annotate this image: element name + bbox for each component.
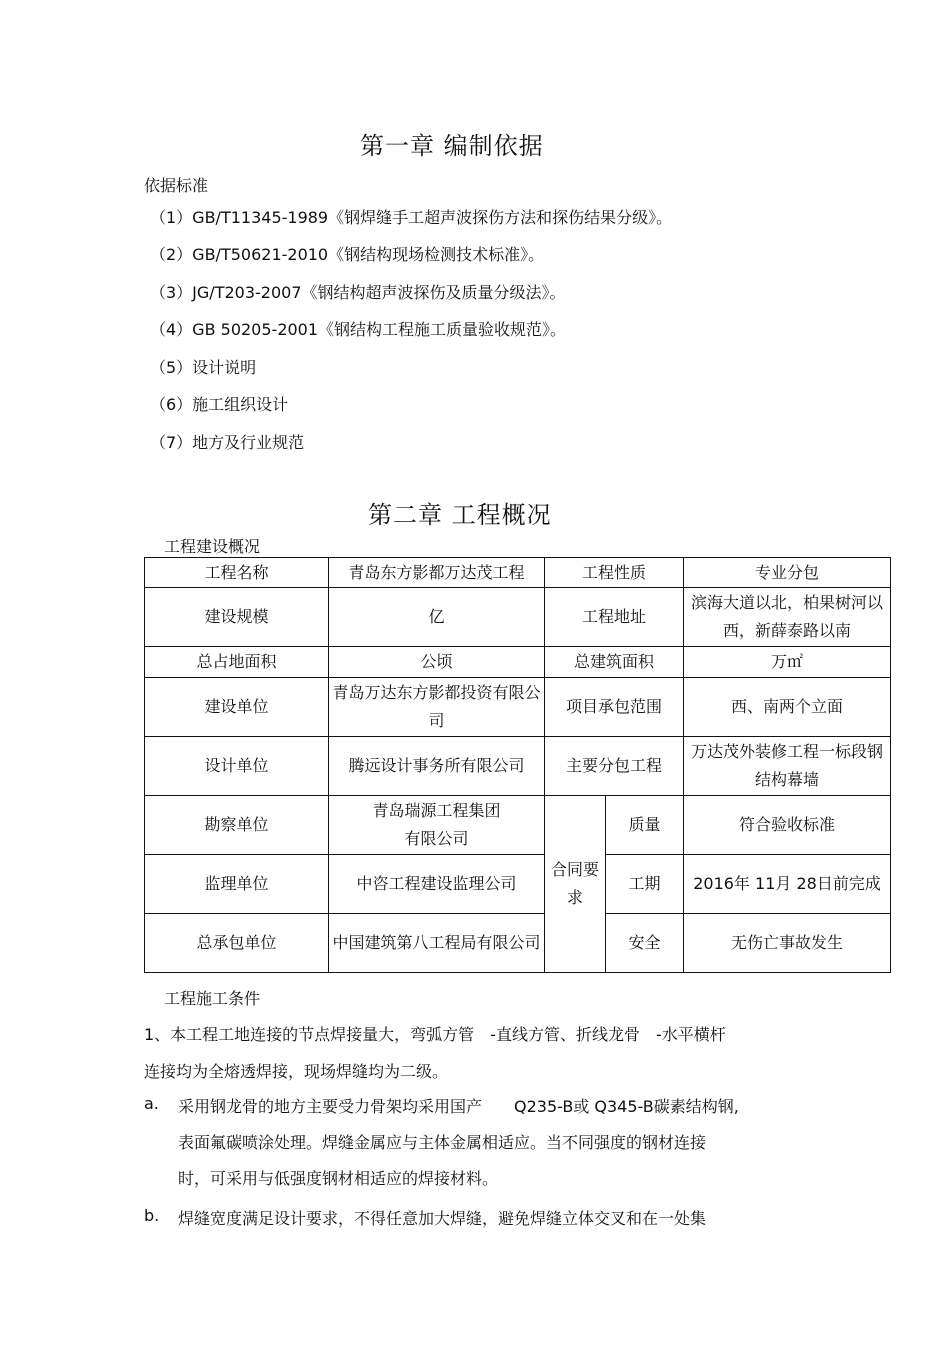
table-cell: 工程性质 xyxy=(545,558,684,588)
table-cell: 滨海大道以北，柏果树河以西，新薛泰路以南 xyxy=(684,588,891,647)
table-cell: 安全 xyxy=(606,914,684,973)
project-overview-table xyxy=(144,557,891,973)
table-cell: 建设单位 xyxy=(145,678,329,737)
table-cell: 总承包单位 xyxy=(145,914,329,973)
standard-item: （2）GB/T50621-2010《钢结构现场检测技术标准》。 xyxy=(150,245,545,264)
table-cell: 无伤亡事故发生 xyxy=(684,914,891,973)
paragraph-line: 时，可采用与低强度钢材相适应的焊接材料。 xyxy=(178,1169,499,1188)
table-cell: 质量 xyxy=(606,796,684,855)
list-marker-b: b. xyxy=(144,1206,160,1225)
table-cell: 腾远设计事务所有限公司 xyxy=(329,737,545,796)
table-cell: 总占地面积 xyxy=(145,647,329,678)
table-row xyxy=(145,647,891,678)
table-row xyxy=(145,737,891,796)
table-cell: 勘察单位 xyxy=(145,796,329,855)
paragraph-line: 1、本工程工地连接的节点焊接量大，弯弧方管 -直线方管、折线龙骨 -水平横杆 xyxy=(144,1025,726,1044)
table-cell: 工程地址 xyxy=(545,588,684,647)
paragraph-line: 焊缝宽度满足设计要求，不得任意加大焊缝，避免焊缝立体交叉和在一处集 xyxy=(178,1209,707,1228)
standard-item: （5）设计说明 xyxy=(150,358,257,377)
standard-item: （1）GB/T11345-1989《钢焊缝手工超声波探伤方法和探伤结果分级》。 xyxy=(150,208,673,227)
table-caption: 工程建设概况 xyxy=(164,537,261,556)
table-cell: 青岛东方影都万达茂工程 xyxy=(329,558,545,588)
contract-requirements-cell: 合同要求 xyxy=(545,796,606,973)
table-row xyxy=(145,588,891,647)
table-cell: 总建筑面积 xyxy=(545,647,684,678)
table-cell: 符合验收标准 xyxy=(684,796,891,855)
chapter1-section-label: 依据标准 xyxy=(144,176,209,195)
table-cell: 设计单位 xyxy=(145,737,329,796)
table-cell: 2016年 11月 28日前完成 xyxy=(684,855,891,914)
paragraph-line: 采用钢龙骨的地方主要受力骨架均采用国产 Q235-B或 Q345-B碳素结构钢, xyxy=(178,1097,739,1116)
table-cell: 公顷 xyxy=(329,647,545,678)
table-cell: 主要分包工程 xyxy=(545,737,684,796)
standard-item: （7）地方及行业规范 xyxy=(150,433,305,452)
table-cell: 中咨工程建设监理公司 xyxy=(329,855,545,914)
table-cell: 万达茂外装修工程一标段钢结构幕墙 xyxy=(684,737,891,796)
table-cell: 亿 xyxy=(329,588,545,647)
list-marker-a: a. xyxy=(144,1094,159,1113)
conditions-title: 工程施工条件 xyxy=(164,989,261,1008)
table-cell: 专业分包 xyxy=(684,558,891,588)
table-cell: 项目承包范围 xyxy=(545,678,684,737)
table-cell: 万㎡ xyxy=(684,647,891,678)
table-row xyxy=(145,558,891,588)
table-row xyxy=(145,914,891,973)
standard-item: （4）GB 50205-2001《钢结构工程施工质量验收规范》。 xyxy=(150,320,567,339)
table-cell: 西、南两个立面 xyxy=(684,678,891,737)
table-row xyxy=(145,678,891,737)
table-cell: 工程名称 xyxy=(145,558,329,588)
table-cell: 建设规模 xyxy=(145,588,329,647)
table-cell: 中国建筑第八工程局有限公司 xyxy=(329,914,545,973)
standard-item: （3）JG/T203-2007《钢结构超声波探伤及质量分级法》。 xyxy=(150,283,566,302)
table-cell: 青岛万达东方影都投资有限公司 xyxy=(329,678,545,737)
table-row xyxy=(145,855,891,914)
table-cell: 工期 xyxy=(606,855,684,914)
table-cell: 青岛瑞源工程集团有限公司 xyxy=(329,796,545,855)
table-cell: 监理单位 xyxy=(145,855,329,914)
chapter2-title: 第二章 工程概况 xyxy=(368,501,552,529)
table-row xyxy=(145,796,891,855)
chapter1-title: 第一章 编制依据 xyxy=(360,132,544,160)
standard-item: （6）施工组织设计 xyxy=(150,395,289,414)
paragraph-line: 表面氟碳喷涂处理。焊缝金属应与主体金属相适应。当不同强度的钢材连接 xyxy=(178,1133,707,1152)
paragraph-line: 连接均为全熔透焊接，现场焊缝均为二级。 xyxy=(144,1062,449,1081)
